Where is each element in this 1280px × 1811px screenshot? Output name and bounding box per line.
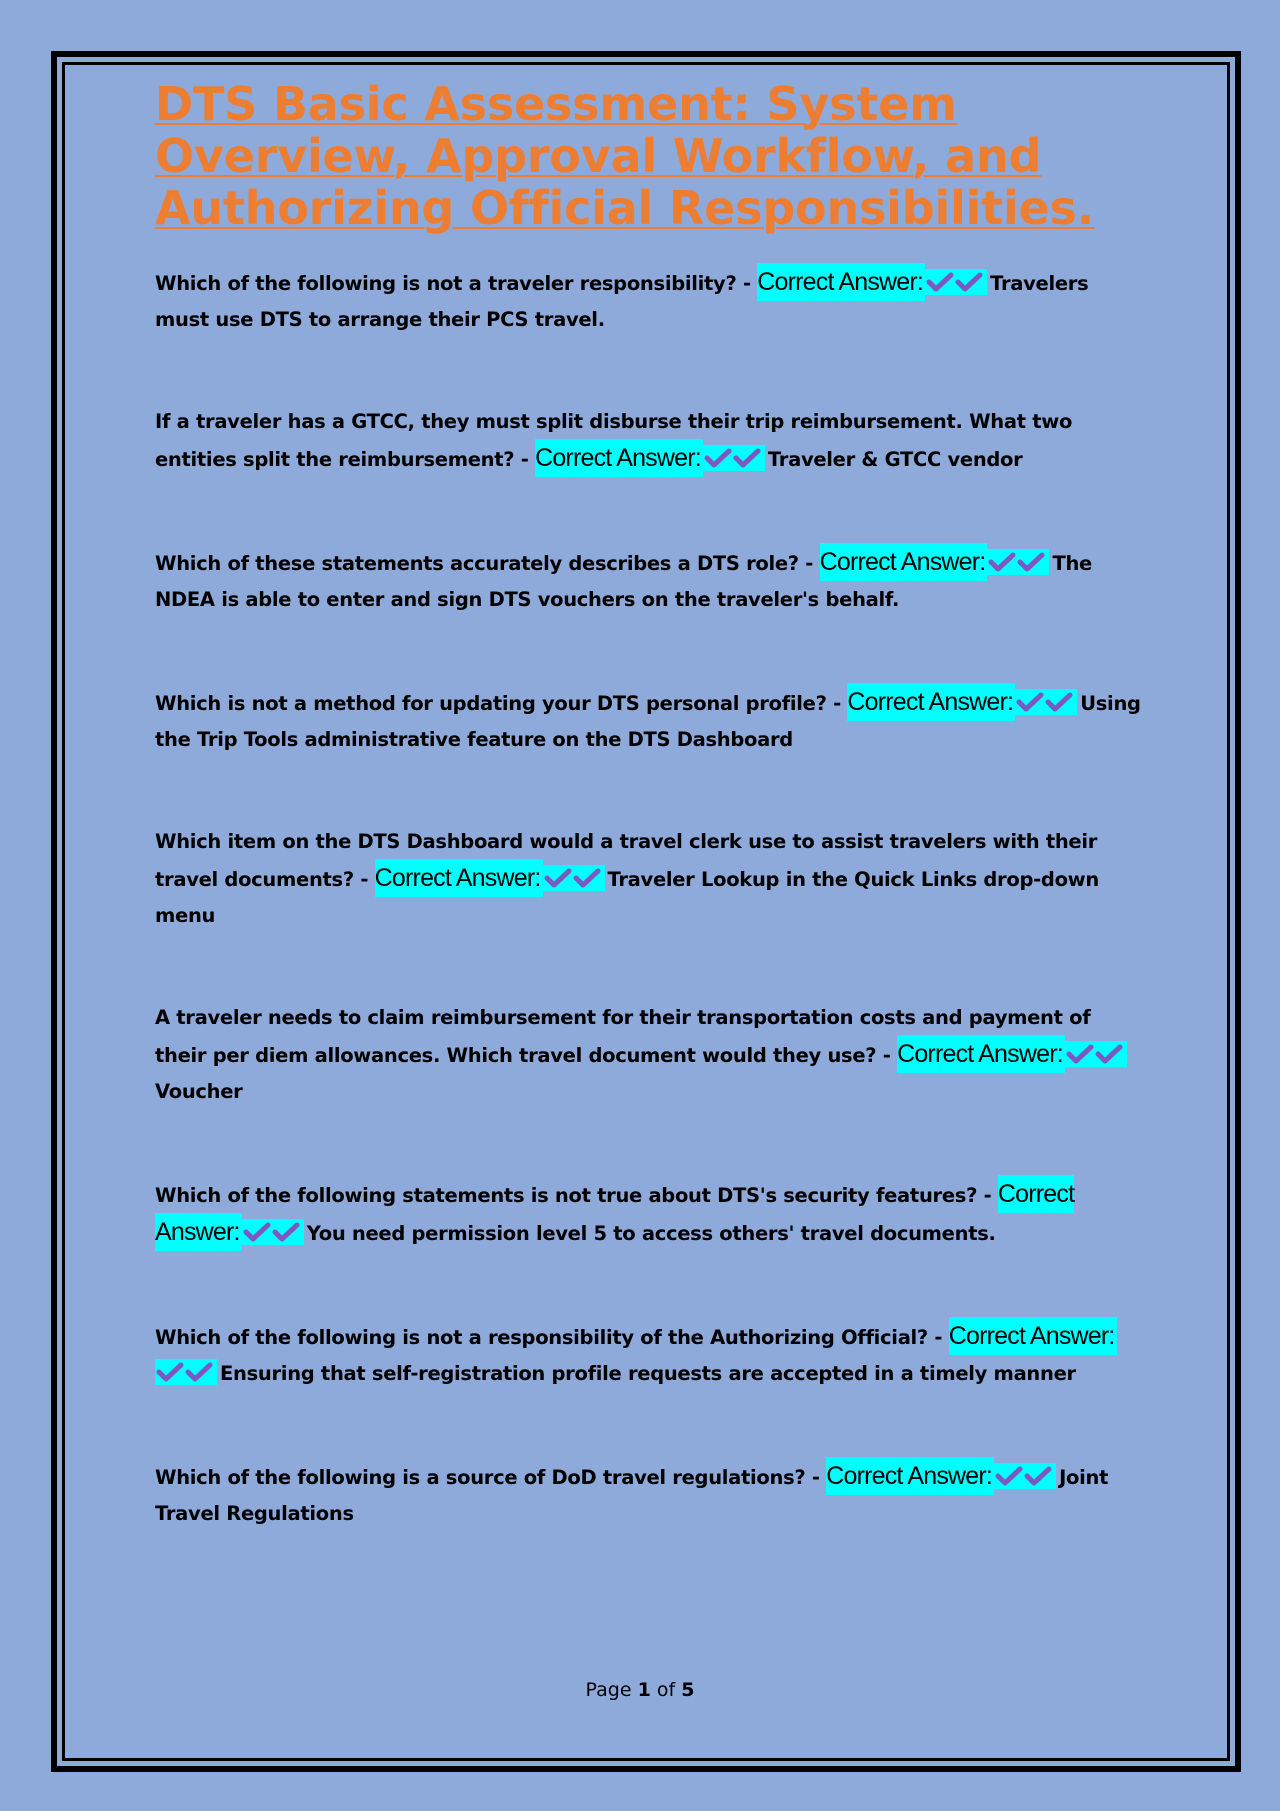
correct-answer-label: Correct Answer: — [897, 1035, 1065, 1073]
double-check-icon — [987, 549, 1049, 575]
qa-item — [155, 824, 1145, 934]
qa-item — [155, 1000, 1145, 1110]
question-text: Which of the following is not a traveler responsibility? - — [155, 272, 751, 295]
question-text: Which of the following statements is not true about DTS's security features? - — [155, 1184, 992, 1207]
correct-answer-label: Correct Answer: — [375, 859, 543, 897]
correct-answer-label: Correct Answer: — [949, 1317, 1117, 1355]
question-text: Which of these statements accurately describes a DTS role? - — [155, 552, 814, 575]
answer-text: Ensuring that self-registration profile requests are accepted in a timely manner — [220, 1362, 1076, 1385]
page-number-footer — [0, 1679, 1280, 1701]
double-check-icon — [1065, 1041, 1127, 1067]
document-title: DTS Basic Assessment: System Overview, Approval Workflow, and Authorizing Official Responsibilities. — [155, 77, 1094, 235]
double-check-icon — [925, 269, 987, 295]
answer-text: Traveler & GTCC vendor — [767, 448, 1023, 471]
question-text: Which of the following is not a responsibility of the Authorizing Official? - — [155, 1326, 943, 1349]
qa-item — [155, 684, 1145, 758]
double-check-icon — [543, 865, 605, 891]
question-text: Which item on the DTS Dashboard would a travel clerk use to assist travelers with their travel documents? - — [155, 830, 1098, 891]
question-text: A traveler needs to claim reimbursement for their transportation costs and payment of their per diem allowances. Which travel document would they use? - — [155, 1006, 1091, 1067]
double-check-icon — [1015, 689, 1077, 715]
double-check-icon — [994, 1463, 1056, 1489]
question-text: Which of the following is a source of DoD travel regulations? - — [155, 1466, 820, 1489]
question-text: Which is not a method for updating your DTS personal profile? - — [155, 692, 841, 715]
qa-item — [155, 404, 1145, 478]
double-check-icon — [703, 445, 765, 471]
qa-item — [155, 1318, 1145, 1392]
current-page: 1 — [637, 1679, 651, 1701]
document-body — [155, 78, 1145, 1532]
question-text: If a traveler has a GTCC, they must split disburse their trip reimbursement. What two entities split the reimbursement? - — [155, 410, 1073, 471]
correct-answer-label: Correct Answer: — [847, 683, 1015, 721]
answer-text: Travelers must use DTS to arrange their PCS travel. — [155, 272, 1089, 331]
answer-text: You need permission level 5 to access others' travel documents. — [306, 1222, 996, 1245]
qa-item — [155, 1176, 1145, 1252]
correct-answer-label: Correct Answer: — [535, 439, 703, 477]
answer-text: Voucher — [155, 1080, 243, 1103]
correct-answer-label: Correct Answer: — [155, 1175, 1074, 1251]
correct-answer-label: Correct Answer: — [757, 263, 925, 301]
qa-item — [155, 544, 1145, 618]
answer-text: Using the Trip Tools administrative feature on the DTS Dashboard — [155, 692, 1141, 751]
page-prefix: Page — [585, 1679, 632, 1701]
double-check-icon — [242, 1219, 304, 1245]
total-pages: 5 — [681, 1679, 695, 1701]
qa-item — [155, 1458, 1145, 1532]
double-check-icon — [155, 1359, 217, 1385]
page-separator: of — [656, 1679, 676, 1701]
correct-answer-label: Correct Answer: — [820, 543, 988, 581]
answer-text: The NDEA is able to enter and sign DTS vouchers on the traveler's behalf. — [155, 552, 1092, 611]
answer-text: Joint Travel Regulations — [155, 1466, 1109, 1525]
correct-answer-label: Correct Answer: — [826, 1457, 994, 1495]
question-list — [155, 264, 1145, 1532]
qa-item — [155, 264, 1145, 338]
answer-text: Traveler Lookup in the Quick Links drop-down menu — [155, 868, 1099, 927]
